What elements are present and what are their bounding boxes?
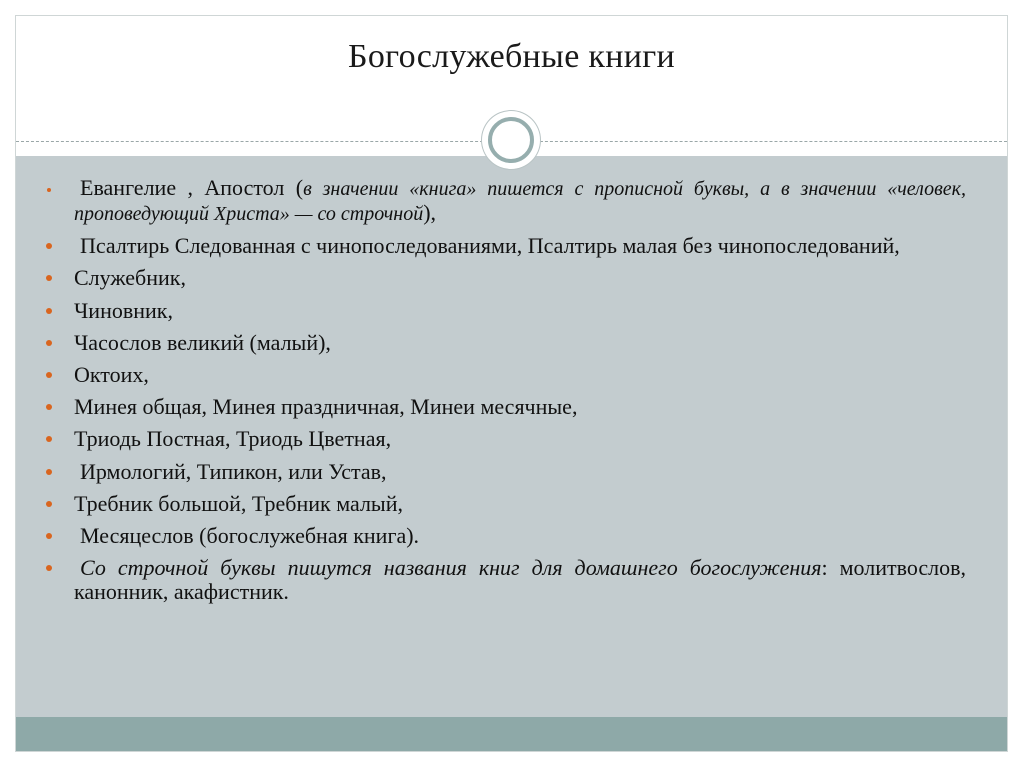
bullet-icon [46, 404, 52, 410]
list-item [46, 331, 966, 355]
book-list [46, 176, 966, 612]
bullet-icon [46, 436, 52, 442]
list-item [46, 363, 966, 387]
bullet-icon [47, 188, 51, 192]
item-text-end: ), [423, 200, 437, 225]
circle-ornament-icon [482, 111, 540, 169]
item-note: в значении «книга» пишется с прописной буквы, а в значении «человек, проповедующий Христа» — со строчной [74, 178, 966, 225]
list-item [46, 556, 966, 604]
item-text: Октоих, [74, 361, 149, 387]
bullet-icon [46, 565, 52, 571]
circle-ornament-inner [488, 117, 534, 163]
bullet-icon [46, 243, 52, 249]
slide-title: Богослужебные книги [348, 38, 675, 75]
item-text: Служебник, [74, 265, 186, 291]
item-text: Чиновник, [74, 297, 173, 323]
list-item [46, 427, 966, 451]
item-text: Часослов великий (малый), [74, 329, 331, 355]
footer-band [16, 717, 1007, 751]
item-text: Триодь Постная, Триодь Цветная, [74, 426, 392, 452]
list-item [46, 395, 966, 419]
item-text: Евангелие , Апостол ( [80, 175, 304, 200]
list-item [46, 492, 966, 516]
item-text: Требник большой, Требник малый, [74, 490, 403, 516]
list-item [46, 299, 966, 323]
bullet-icon [46, 372, 52, 378]
list-item [46, 234, 966, 258]
item-text-end: : молитвослов, канонник, акафистник. [74, 555, 967, 605]
bullet-icon [46, 340, 52, 346]
list-item [46, 460, 966, 484]
bullet-icon [46, 533, 52, 539]
list-item [46, 266, 966, 290]
list-item [46, 524, 966, 548]
bullet-icon [46, 501, 52, 507]
bullet-icon [46, 308, 52, 314]
slide [15, 15, 1008, 752]
item-note: Со строчной буквы пишутся названия книг для домашнего богослужения [80, 555, 822, 581]
bullet-icon [46, 469, 52, 475]
list-item [46, 176, 966, 226]
item-text: Ирмологий, Типикон, или Устав, [80, 458, 387, 484]
item-text: Минея общая, Минея праздничная, Минеи месячные, [74, 394, 578, 420]
item-text: Псалтирь Следованная с чинопоследованиями, Псалтирь малая без чинопоследований, [80, 233, 900, 259]
bullet-icon [46, 275, 52, 281]
item-text: Месяцеслов (богослужебная книга). [80, 522, 420, 548]
